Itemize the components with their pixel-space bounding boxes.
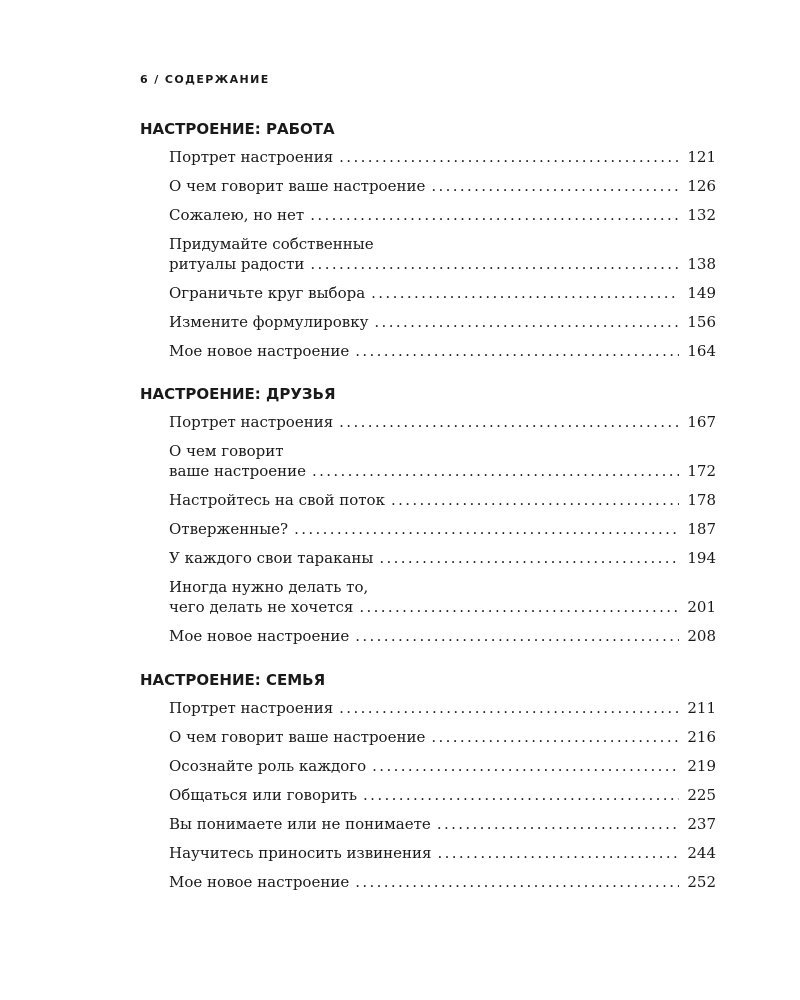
toc-entry[interactable]: [169, 698, 716, 718]
toc-entry[interactable]: [169, 872, 716, 892]
toc-entry-title-line: Общаться или говорить: [169, 786, 358, 804]
toc-entry-line: [169, 727, 716, 747]
toc-entry-title-line: ритуалы радости: [169, 255, 305, 273]
toc-entry-line: [169, 519, 716, 539]
toc-entry-title-line: Иногда нужно делать то,: [169, 578, 369, 596]
page-number: 225: [687, 786, 716, 804]
section-title: НАСТРОЕНИЕ: СЕМЬЯ: [140, 671, 326, 689]
toc-entry-title-line: Портрет настроения: [169, 699, 334, 717]
toc-entry-title-line: чего делать не хочется: [169, 598, 354, 616]
toc-entry[interactable]: [169, 441, 716, 481]
toc-entry[interactable]: [169, 234, 716, 274]
section-title: НАСТРОЕНИЕ: РАБОТА: [140, 120, 335, 138]
page-number: 194: [687, 549, 716, 567]
page-number: 164: [687, 342, 716, 360]
toc-entry[interactable]: [169, 626, 716, 646]
toc-entries: [169, 412, 716, 646]
dot-leader: [438, 843, 680, 863]
toc-entry[interactable]: [169, 283, 716, 303]
dot-leader: [391, 490, 679, 510]
toc-entry-title-line: Ограничьте круг выбора: [169, 284, 366, 302]
page-number: 149: [687, 284, 716, 302]
toc-entry[interactable]: [169, 341, 716, 361]
page-number: 237: [687, 815, 716, 833]
dot-leader: [379, 548, 679, 568]
page-number: 201: [687, 598, 716, 616]
dot-leader: [294, 519, 679, 539]
page-number: 132: [687, 206, 716, 224]
toc-entry-title-line: Сожалею, но нет: [169, 206, 305, 224]
dot-leader: [431, 176, 679, 196]
toc-entry-line: [169, 785, 716, 805]
toc-entry[interactable]: [169, 548, 716, 568]
toc-entry-title-line: Мое новое настроение: [169, 627, 350, 645]
toc-entry-line: [169, 597, 716, 617]
page-number: 121: [687, 148, 716, 166]
toc-entry-line: [169, 461, 716, 481]
toc-entry[interactable]: [169, 785, 716, 805]
toc-entry[interactable]: [169, 490, 716, 510]
toc-entry-line: [169, 698, 716, 718]
toc-entry-title-line: Отверженные?: [169, 520, 289, 538]
dot-leader: [359, 597, 679, 617]
toc-entry-line: [169, 843, 716, 863]
toc-entry-line: [169, 548, 716, 568]
page-number: 208: [687, 627, 716, 645]
page-number: 138: [687, 255, 716, 273]
dot-leader: [339, 412, 679, 432]
toc-entry-title-line: О чем говорит ваше настроение: [169, 177, 426, 195]
dot-leader: [431, 727, 679, 747]
dot-leader: [371, 283, 679, 303]
toc-entry-line: [169, 341, 716, 361]
toc-entry-line: [169, 490, 716, 510]
toc-entries: [169, 147, 716, 361]
toc-entry-title-line: Измените формулировку: [169, 313, 369, 331]
toc-entry[interactable]: [169, 312, 716, 332]
toc-entry-title-line: О чем говорит: [169, 442, 284, 460]
section-title: НАСТРОЕНИЕ: ДРУЗЬЯ: [140, 385, 336, 403]
page-number: 178: [687, 491, 716, 509]
toc-entry-line: [169, 626, 716, 646]
toc-entry-title-line: Портрет настроения: [169, 148, 334, 166]
toc-entry[interactable]: [169, 814, 716, 834]
page-number: 126: [687, 177, 716, 195]
toc-entry-title-line: Мое новое настроение: [169, 873, 350, 891]
toc-entry-title-line: ваше настроение: [169, 462, 306, 480]
toc-entry-line: [169, 872, 716, 892]
page-number: 172: [687, 462, 716, 480]
dot-leader: [355, 626, 679, 646]
toc-entry[interactable]: [169, 176, 716, 196]
toc-section-family: [140, 670, 716, 901]
dot-leader: [437, 814, 680, 834]
dot-leader: [355, 341, 679, 361]
toc-entry-line: [169, 756, 716, 776]
dot-leader: [363, 785, 679, 805]
toc-section-friends: [140, 384, 716, 655]
toc-entry-line: [169, 814, 716, 834]
toc-entry-line: [169, 147, 716, 167]
running-head: 6 / СОДЕРЖАНИЕ: [140, 73, 270, 86]
page-number: 252: [687, 873, 716, 891]
page-number: 187: [687, 520, 716, 538]
page-number: 219: [687, 757, 716, 775]
toc-entries: [169, 698, 716, 892]
toc-entry[interactable]: [169, 727, 716, 747]
dot-leader: [339, 698, 679, 718]
dot-leader: [355, 872, 679, 892]
toc-entry-line: [169, 205, 716, 225]
toc-entry-line: [169, 312, 716, 332]
toc-entry-line: [169, 283, 716, 303]
toc-entry-title-line: У каждого свои тараканы: [169, 549, 374, 567]
toc-entry-title-line: Мое новое настроение: [169, 342, 350, 360]
dot-leader: [310, 254, 679, 274]
toc-entry[interactable]: [169, 577, 716, 617]
toc-entry[interactable]: [169, 147, 716, 167]
dot-leader: [310, 205, 679, 225]
dot-leader: [374, 312, 679, 332]
toc-entry[interactable]: [169, 843, 716, 863]
toc-entry-title-line: О чем говорит ваше настроение: [169, 728, 426, 746]
toc-entry-line: [169, 176, 716, 196]
toc-entry-title-line: Портрет настроения: [169, 413, 334, 431]
dot-leader: [312, 461, 679, 481]
toc-entry[interactable]: [169, 756, 716, 776]
dot-leader: [372, 756, 679, 776]
toc-entry[interactable]: [169, 519, 716, 539]
page-number: 167: [687, 413, 716, 431]
page-number: 244: [687, 844, 716, 862]
toc-entry-line: [169, 254, 716, 274]
page-number: 211: [687, 699, 716, 717]
toc-entry[interactable]: [169, 205, 716, 225]
toc-entry-line: [169, 412, 716, 432]
toc-section-work: [140, 119, 716, 370]
page-number: 216: [687, 728, 716, 746]
page-number: 156: [687, 313, 716, 331]
toc-entry-title-line: Научитесь приносить извинения: [169, 844, 432, 862]
toc-entry-title-line: Осознайте роль каждого: [169, 757, 367, 775]
dot-leader: [339, 147, 679, 167]
toc-entry-title-line: Вы понимаете или не понимаете: [169, 815, 431, 833]
toc-entry-title-line: Настройтесь на свой поток: [169, 491, 385, 509]
toc-entry[interactable]: [169, 412, 716, 432]
toc-entry-title-line: Придумайте собственные: [169, 235, 374, 253]
